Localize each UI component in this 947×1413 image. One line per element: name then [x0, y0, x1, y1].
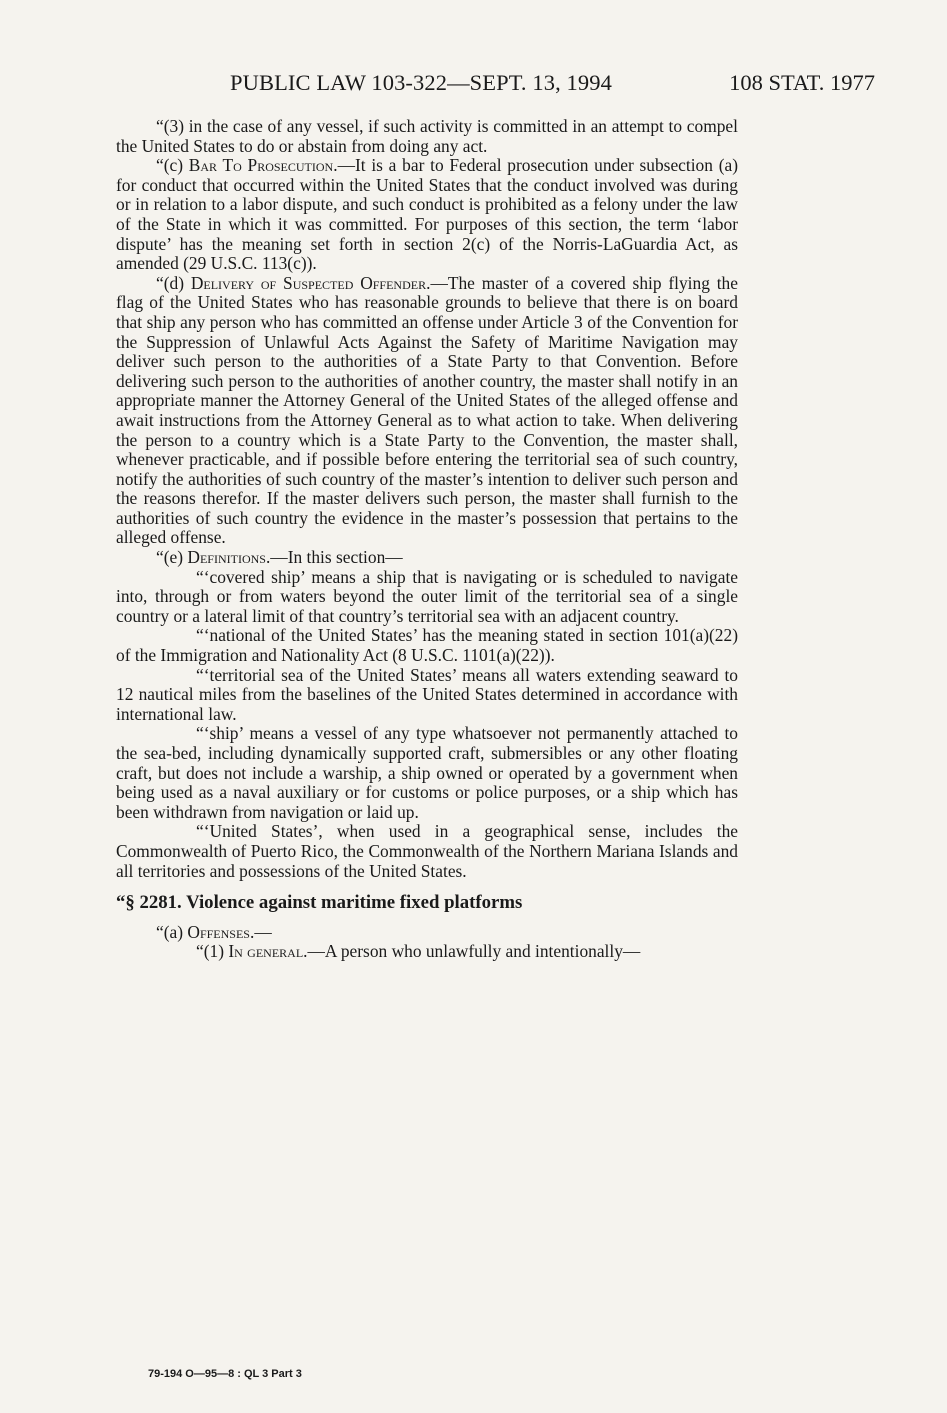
subsection-c-label: “(c) [156, 155, 184, 176]
subsection-c-heading: Bar To Prosecution [188, 155, 334, 176]
definition-ship: “‘ship’ means a vessel of any type whatsoever not permanently attached to the sea-bed, including dynamically supported craft, submersibles or any other floating craft, but does not include a warship, a ship owned or operated by a government when being used as a naval auxiliary or for customs or police purposes, or a ship which has been withdrawn from navigation or laid up. [116, 723, 738, 822]
print-footer: 79-194 O—95—8 : QL 3 Part 3 [148, 1368, 302, 1380]
section-2281-a-heading: Offenses [187, 921, 250, 942]
section-2281-1-label: “(1) [196, 941, 224, 962]
subsection-d-heading: Delivery of Suspected Offender [190, 272, 427, 293]
subsection-c [116, 156, 738, 274]
subsection-d [116, 274, 738, 548]
subsection-e-label: “(e) [156, 547, 184, 568]
section-2281-heading: “§ 2281. Violence against maritime fixed platforms [116, 892, 523, 914]
subsection-d-text: .—The master of a covered ship flying the flag of the United States who has reasonable grounds to believe that there is on board that ship any person who has committed an offense under Article 3 of the Convention for the Suppression of Unlawful Acts Against the Safety of Maritime Navigation may deliver such person to the authorities of a State Party to that Convention. Before delivering such person to the authorities of another country, the master shall notify in an appropriate manner the Attorney General of the United States of the alleged offense and await instructions from the Attorney General as to what action to take. When delivering the person to a country which is a State Party to the Convention, the master shall, whenever practicable, and if possible before entering the territorial sea of such country, notify the authorities of such country of the master’s intention to deliver such person and the reasons therefor. If the master delivers such person, the master shall furnish to the authorities of such country the evidence in the master’s possession that pertains to the alleged offense. [116, 272, 738, 548]
definition-national: “‘national of the United States’ has the meaning stated in section 101(a)(22) of the Immigration and Nationality Act (8 U.S.C. 1101(a)(22)). [116, 625, 738, 666]
section-2281-paragraph-1 [116, 942, 738, 962]
definition-territorial-sea: “‘territorial sea of the United States’ means all waters extending seaward to 12 nautical miles from the baselines of the United States determined in accordance with international law. [116, 664, 738, 724]
subsection-e [116, 548, 738, 568]
statute-body [116, 117, 738, 962]
section-2281-1-text: .—A person who unlawfully and intentionally— [303, 941, 641, 962]
subsection-e-heading: Definitions [187, 547, 266, 568]
paragraph-a3: “(3) in the case of any vessel, if such activity is committed in an attempt to compel the United States to do or abstain from doing any act. [116, 116, 738, 156]
running-head-title: PUBLIC LAW 103-322—SEPT. 13, 1994 [230, 70, 612, 95]
section-2281-1-heading: In general [228, 941, 304, 962]
section-2281-a-text: .— [249, 921, 272, 942]
definition-united-states: “‘United States’, when used in a geographical sense, includes the Commonwealth of Puerto Rico, the Commonwealth of the Northern Mariana Islands and all territories and possessions of the United States. [116, 821, 738, 881]
subsection-d-label: “(d) [156, 272, 184, 293]
section-2281-a-label: “(a) [156, 921, 184, 942]
definition-covered-ship: “‘covered ship’ means a ship that is navigating or is scheduled to navigate into, through or from waters beyond the outer limit of the territorial sea of a single country or a lateral limit of that country’s territorial sea with an adjacent country. [116, 566, 738, 626]
subsection-e-text: .—In this section— [265, 547, 403, 568]
section-2281-subsection-a [116, 923, 738, 943]
running-head-stat-page: 108 STAT. 1977 [729, 70, 875, 95]
subsection-c-text: .—It is a bar to Federal prosecution under subsection (a) for conduct that occurred within the United States that the conduct involved was during or in relation to a labor dispute, and such conduct is prohibited as a felony under the law of the State in which it was committed. For purposes of this section, the term ‘labor dispute’ has the meaning set forth in section 2(c) of the Norris-LaGuardia Act, as amended (29 U.S.C. 113(c)). [116, 155, 738, 274]
